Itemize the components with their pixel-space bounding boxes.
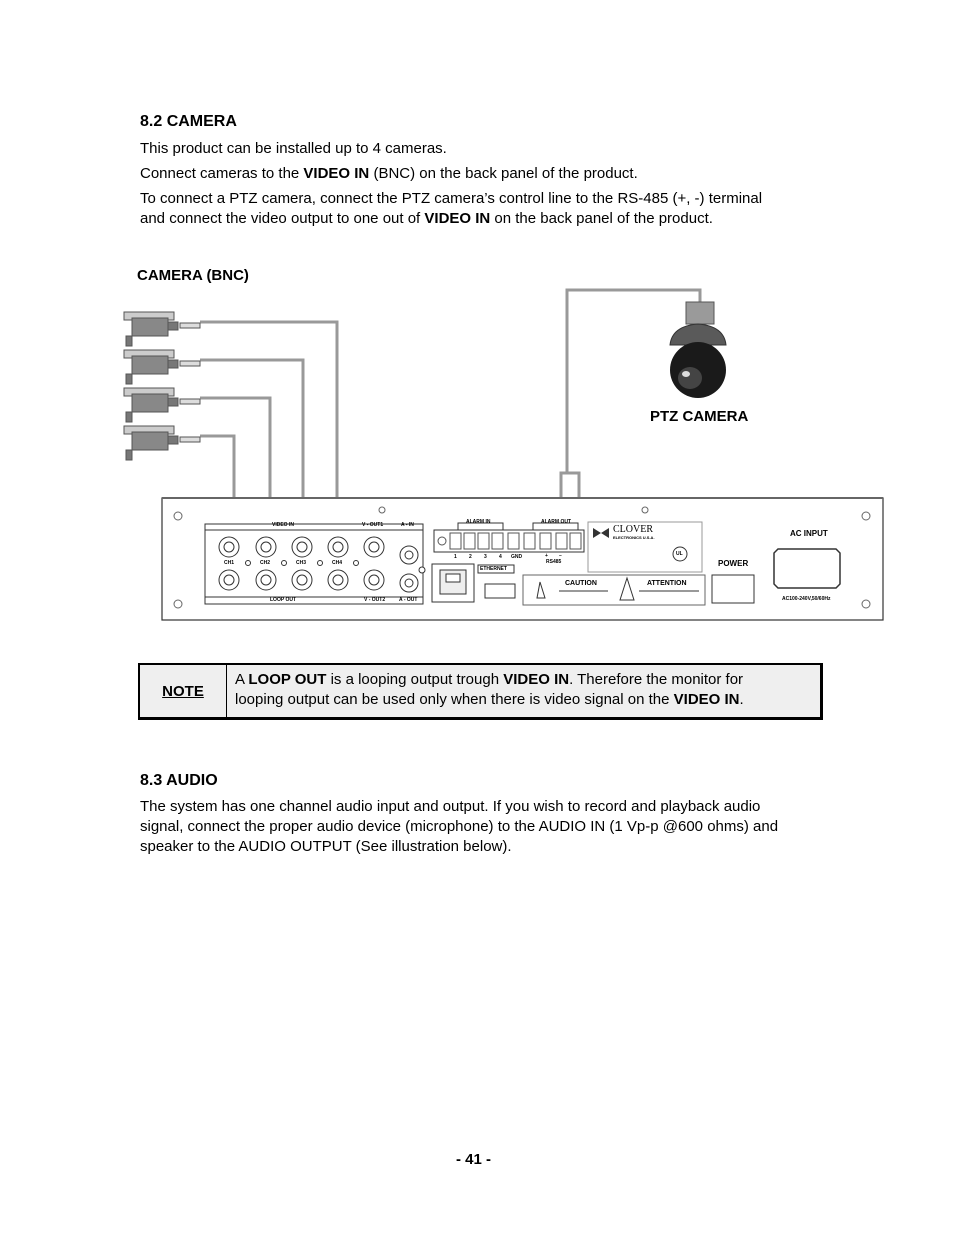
audio-paragraph: The system has one channel audio input and output. If you wish to record and playback audio signal, connect the proper audio device (microphone) to the AUDIO IN (1 Vp-p @600 ohms) and speaker to the AUDIO OUTPUT (See illustration below).	[140, 798, 779, 855]
brand-label: CLOVER	[613, 524, 653, 535]
camera-cables	[200, 290, 700, 528]
channel-label: CH1	[224, 560, 235, 566]
channel-label: CH3	[296, 560, 307, 566]
ethernet-label: ETHERNET	[480, 566, 507, 572]
alarm-in-label: ALARM IN	[466, 519, 491, 525]
loop-out-label: LOOP OUT	[270, 597, 297, 603]
a-in-label: A - IN	[401, 522, 414, 528]
channel-label: CH4	[332, 560, 343, 566]
camera-paragraph-2: Connect cameras to the VIDEO IN (BNC) on the back panel of the product.	[140, 165, 638, 182]
camera-paragraph-3: To connect a PTZ camera, connect the PTZ camera’s control line to the RS-485 (+, -) terminal and connect the video output to one out of VIDEO IN on the back panel of the product.	[140, 190, 763, 227]
ac-spec-label: AC100-240V,50/60Hz	[782, 596, 831, 602]
ptz-camera-label: PTZ CAMERA	[650, 408, 749, 425]
terminal-label: 2	[469, 554, 472, 560]
terminal-label: −	[559, 553, 562, 559]
caution-label: CAUTION	[565, 580, 597, 587]
section-heading-camera: 8.2 CAMERA	[140, 113, 237, 130]
terminal-label: 1	[454, 554, 457, 560]
ptz-dome-camera-icon	[670, 302, 726, 398]
page-number: - 41 -	[456, 1151, 492, 1168]
video-in-label: VIDEO IN	[272, 522, 294, 528]
attention-label: ATTENTION	[647, 580, 687, 587]
rs485-label: RS485	[546, 559, 562, 565]
channel-label: CH2	[260, 560, 271, 566]
terminal-label: GND	[511, 554, 523, 560]
note-text: A LOOP OUT is a looping output trough VIDEO IN. Therefore the monitor for looping output can be used only when there is video signal on the VIDEO IN.	[235, 671, 744, 708]
power-label: POWER	[718, 559, 749, 568]
ul-mark: UL	[676, 551, 683, 557]
camera-bnc-label: CAMERA (BNC)	[137, 267, 249, 284]
note-box	[138, 663, 823, 720]
note-label: NOTE	[140, 665, 227, 717]
a-out-label: A - OUT	[399, 597, 418, 603]
v-out2-label: V - OUT2	[364, 597, 386, 603]
terminal-label: +	[545, 553, 548, 559]
box-camera-icon	[124, 312, 200, 460]
alarm-out-label: ALARM OUT	[541, 519, 571, 525]
section-heading-audio: 8.3 AUDIO	[140, 772, 218, 789]
ac-input-label: AC INPUT	[790, 529, 828, 538]
brand-sub-label: ELECTRONICS U.S.A.	[613, 535, 655, 540]
v-out1-label: V - OUT1	[362, 522, 384, 528]
terminal-label: 4	[499, 554, 502, 560]
terminal-label: 3	[484, 554, 487, 560]
camera-paragraph-1: This product can be installed up to 4 cameras.	[140, 140, 447, 157]
